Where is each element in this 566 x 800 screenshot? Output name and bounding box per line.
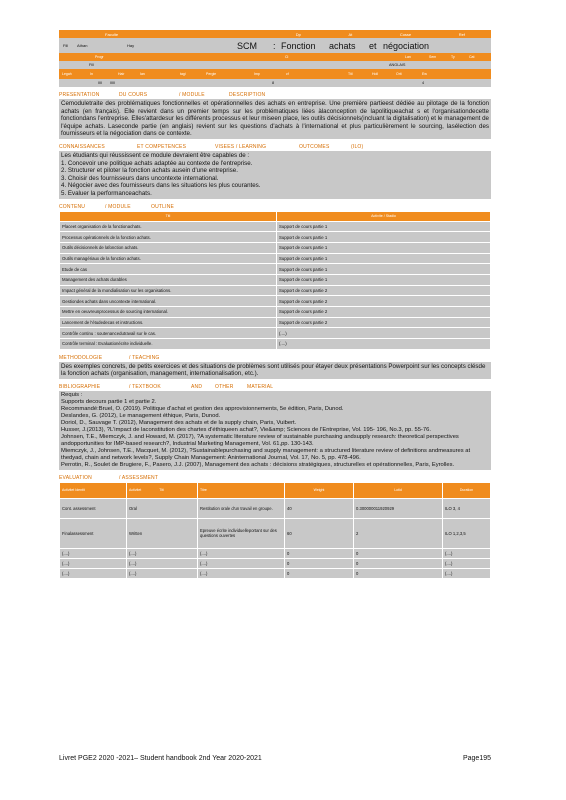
column-header: Lotid bbox=[354, 482, 443, 498]
header-value: 4 bbox=[422, 81, 425, 85]
table-cell: Processus opérationnels de la fonction achats. bbox=[60, 232, 277, 243]
title-part: (ILO) bbox=[351, 143, 364, 150]
page-footer bbox=[59, 755, 491, 762]
header-label: Imp bbox=[254, 72, 260, 76]
header-label: Orit bbox=[396, 72, 402, 76]
section-title-evaluation bbox=[59, 474, 491, 482]
bibliography-line: Husser, J.(2013), ?L'impact de laconstitution des chartes d'éthiqueen achat?, Vie&amp; Sciences de l'Entreprise, Vol. 195- 196, No.3, pp. 55-76. bbox=[61, 426, 431, 433]
section-title-methodologie bbox=[59, 354, 491, 362]
outcome-item: 4. Négocier avec des fournisseurs dans les situations les plus courantes. bbox=[61, 182, 261, 190]
header-value: Fill bbox=[89, 63, 94, 67]
table-cell: 0 bbox=[354, 558, 443, 568]
course-separator: : bbox=[273, 40, 276, 51]
title-part: ET COMPETENCES bbox=[137, 143, 187, 150]
bibliography-line: Supports decours partie 1 et partie 2. bbox=[61, 398, 157, 405]
table-cell: (....) bbox=[198, 548, 285, 558]
title-part: AND bbox=[191, 383, 203, 390]
course-title-part: et bbox=[369, 40, 377, 51]
table-cell: Management des achats durables bbox=[60, 274, 277, 285]
table-cell: (....) bbox=[443, 548, 491, 558]
title-part: VISEES / LEARNING bbox=[215, 143, 267, 150]
bibliography bbox=[59, 391, 491, 470]
table-cell: Epreuve écrite individuelleportant sur des questions ouvertes bbox=[198, 518, 285, 548]
header-label: cf bbox=[286, 72, 289, 76]
language-value: ANGLAIS bbox=[389, 63, 406, 67]
table-cell: 60 bbox=[285, 518, 354, 548]
assessment-table bbox=[59, 482, 491, 579]
table-cell: Support de cours partie 1 bbox=[277, 242, 491, 253]
table-cell: Support de cours partie 2 bbox=[277, 317, 491, 328]
table-cell: Mettre en oeuvreunprocessus de sourcing international. bbox=[60, 307, 277, 318]
column-header: Activite / Stadio bbox=[277, 211, 491, 221]
section-title-presentation bbox=[59, 91, 491, 99]
header-label: Cl bbox=[285, 55, 289, 59]
table-cell: Written bbox=[127, 518, 198, 548]
table-cell: 2 bbox=[354, 518, 443, 548]
table-cell: Support de cours partie 1 bbox=[277, 221, 491, 232]
table-cell: Etude de cas bbox=[60, 264, 277, 275]
section-title-contenu bbox=[59, 203, 491, 211]
course-title-row bbox=[59, 38, 491, 53]
methodology-text: Des exemples concrets, de petits exercices et des situations de problèmes sont utilisés pour étayer deux présentations Powerpoint sur les concepts clésde la fonction achats (organisation, management, internationalisation, etc.). bbox=[59, 362, 491, 379]
table-row bbox=[60, 232, 491, 243]
column-header: Titl bbox=[60, 211, 277, 221]
header-label: Dp bbox=[295, 31, 301, 37]
table-cell: Oral bbox=[127, 498, 198, 518]
header-label: Legah bbox=[62, 72, 72, 76]
course-title-part: Fonction bbox=[281, 40, 316, 51]
title-part: CONTENU bbox=[59, 203, 86, 210]
table-cell: Outils décisionnels de lafonction achats. bbox=[60, 242, 277, 253]
table-cell: ILO 3, 4 bbox=[443, 498, 491, 518]
title-part: EVALUATION bbox=[59, 474, 92, 481]
table-header-row bbox=[60, 482, 491, 498]
bibliography-line: Johnsen, T.E., Miemczyk, J. and Howard, M. (2017), ?A systematic literature review of sustainable purchasing andsupply research: theoretical perspectives andopportunities for IMP-based research?, Industrial Marketing Management, Vol. 61,pp. 130-143. bbox=[61, 433, 459, 447]
table-cell: (....) bbox=[198, 558, 285, 568]
header-value: Athan bbox=[77, 43, 88, 48]
program-values-row bbox=[59, 61, 491, 69]
table-cell: Finalassessment bbox=[60, 518, 127, 548]
title-part: MATERIAL bbox=[247, 383, 274, 390]
column-header bbox=[127, 482, 198, 498]
table-row bbox=[60, 221, 491, 232]
bibliography-line: Deslandes, G. (2012), Le management éthique, Paris, Dunod. bbox=[61, 412, 221, 419]
title-part: CONNAISSANCES bbox=[59, 143, 105, 150]
header-value: Hay bbox=[127, 43, 135, 48]
column-header: Duration bbox=[443, 482, 491, 498]
header-part: Titi bbox=[159, 488, 164, 493]
header-label: Ref bbox=[458, 31, 465, 37]
table-row bbox=[60, 568, 491, 578]
table-cell: Contrôle continu : soutenancedutravail sur le cas. bbox=[60, 328, 277, 339]
bibliography-line: Doriol, D., Sauvage T. (2012), Management des achats et de la supply chain, Paris, Vuibert. bbox=[61, 419, 297, 426]
hours-values-row bbox=[59, 79, 491, 87]
hours-labels-row bbox=[59, 69, 491, 79]
table-cell: Impact général de la mondialisation sur les organisations. bbox=[60, 285, 277, 296]
table-cell: Support de cours partie 2 bbox=[277, 296, 491, 307]
table-cell: (....) bbox=[443, 568, 491, 578]
title-part: / TEXTBOOK bbox=[129, 383, 161, 390]
table-cell: (....) bbox=[277, 328, 491, 339]
header-labels-row bbox=[59, 30, 491, 38]
table-cell: (....) bbox=[127, 568, 198, 578]
outcome-item: 2. Structurer et piloter la fonction achats ausein d'une entreprise. bbox=[61, 167, 238, 175]
section-title-competences bbox=[59, 143, 491, 151]
table-row bbox=[60, 274, 491, 285]
table-row bbox=[60, 339, 491, 350]
header-label: Ty bbox=[451, 55, 455, 59]
header-label: Hair bbox=[118, 72, 125, 76]
table-cell: ILO 1,2,3,5 bbox=[443, 518, 491, 548]
table-cell: Support de cours partie 2 bbox=[277, 307, 491, 318]
header-label: Titl bbox=[348, 72, 353, 76]
title-part: / MODULE bbox=[105, 203, 131, 210]
title-part: BIBLIOGRAPHIE bbox=[59, 383, 101, 390]
title-part: DESCRIPTION bbox=[229, 92, 266, 98]
presentation-text: Cemoduletraite des problématiques fonctionnelles et opérationnelles des achats en entreprise. Une première partieest dédiée au pilotage de la fonction achats (en français). Elle revient dans un premier temps sur les problématiques liées àlaconception de lapolitiqueachat s et l'organisationdecette fonctiondans l'entreprise. Elles'attardesur les différents processus et leur miseen place, les outils décisionnels(incluant la digitalisation) et le management de l'équipe achats. Laseconde partie (en anglais) revient sur les questions d'achats à l'international et plus particulièrement le sourcing, lasélection des fournisseurs et la négociation dans ce contexte. bbox=[61, 100, 489, 138]
table-cell: Support de cours partie 1 bbox=[277, 274, 491, 285]
course-code: SCM bbox=[237, 40, 257, 51]
header-label: Progr bbox=[95, 55, 104, 59]
outcome-item: 5. Evaluer la performanceachats. bbox=[61, 189, 152, 197]
table-cell: Restitution orale d'un travail en groupe. bbox=[198, 498, 285, 518]
table-row bbox=[60, 307, 491, 318]
header-value: IIIII bbox=[110, 81, 116, 85]
table-row bbox=[60, 285, 491, 296]
title-part: DU COURS bbox=[119, 92, 148, 98]
table-row bbox=[60, 296, 491, 307]
bibliography-line: Miemczyk, J., Johnsen, T.E., Macquet, M. (2012), ?Sustainablepurchasing and supply management: a structured literature review of definitions andmeasures at thedyad, chain and network levels?, Supply Chain Management: Aninternational Journal, Vol. 17, No. 5, pp. 478-496. bbox=[61, 447, 471, 461]
title-part: / ASSESSMENT bbox=[119, 474, 159, 481]
table-row bbox=[60, 264, 491, 275]
table-row bbox=[60, 498, 491, 518]
table-cell: (....) bbox=[127, 558, 198, 568]
table-cell: Gestiondes achats dans uncontexte international. bbox=[60, 296, 277, 307]
table-cell: (....) bbox=[60, 558, 127, 568]
table-cell: 40 bbox=[285, 498, 354, 518]
table-cell: Support de cours partie 1 bbox=[277, 264, 491, 275]
bibliography-line: Recommandé:Bruel, O. (2019). Politique d'achat et gestion des approvisionnements, 5e édition, Paris, Dunod. bbox=[61, 405, 344, 412]
table-cell: (....) bbox=[277, 339, 491, 350]
outcomes-intro: Les étudiants qui réussissent ce module devraient être capables de : bbox=[61, 151, 250, 159]
table-row bbox=[60, 242, 491, 253]
table-cell: Placeet organisation de la fonctionachats. bbox=[60, 221, 277, 232]
header-label: At bbox=[348, 31, 353, 37]
table-row bbox=[60, 548, 491, 558]
course-sheet bbox=[59, 30, 491, 579]
bibliography-line: Requis : bbox=[61, 391, 83, 398]
page-number: Page195 bbox=[462, 755, 491, 762]
table-cell: Support de cours partie 2 bbox=[277, 285, 491, 296]
header-label: Cat bbox=[469, 55, 475, 59]
header-value: IIII bbox=[98, 81, 103, 85]
header-value: Fill bbox=[63, 43, 69, 48]
column-header: Weight bbox=[285, 482, 354, 498]
table-cell: (....) bbox=[198, 568, 285, 578]
course-title-part: achats bbox=[329, 40, 356, 51]
table-cell: Support de cours partie 1 bbox=[277, 232, 491, 243]
header-label: Holl bbox=[372, 72, 379, 76]
table-row bbox=[60, 328, 491, 339]
title-part: OTHER bbox=[215, 383, 234, 390]
outline-table bbox=[59, 211, 491, 350]
outcome-item: 3. Choisir des fournisseurs dans uncontexte international. bbox=[61, 174, 219, 182]
table-cell: Contrôle terminal : Evaluationécrite individuelle. bbox=[60, 339, 277, 350]
learning-outcomes bbox=[59, 151, 491, 199]
table-cell: (....) bbox=[60, 548, 127, 558]
header-label: Sem bbox=[429, 55, 437, 59]
table-cell: (....) bbox=[127, 548, 198, 558]
table-cell: (....) bbox=[443, 558, 491, 568]
table-cell: 0 bbox=[354, 548, 443, 558]
header-label: Faculte bbox=[105, 31, 119, 37]
outcome-item: 1. Concevoir une politique achats adaptée au contexte de l'entreprise. bbox=[61, 159, 253, 167]
header-label: Cosse bbox=[399, 31, 412, 37]
table-row bbox=[60, 518, 491, 548]
title-part: PRESENTATION bbox=[59, 92, 100, 98]
title-part: OUTCOMES bbox=[299, 143, 330, 150]
header-label: Pergie bbox=[206, 72, 217, 76]
table-cell: 0 bbox=[285, 548, 354, 558]
header-label: Lan bbox=[405, 55, 411, 59]
section-title-bibliographie bbox=[59, 383, 491, 391]
header-label: Ian bbox=[140, 72, 145, 76]
header-value: 8 bbox=[272, 81, 275, 85]
title-part: / MODULE bbox=[179, 92, 205, 98]
header-label: tagi bbox=[180, 72, 186, 76]
course-title-part: négociation bbox=[383, 40, 430, 51]
table-row bbox=[60, 253, 491, 264]
table-row bbox=[60, 558, 491, 568]
header-part: Activitet bbox=[129, 488, 142, 493]
header-label: Ew bbox=[422, 72, 427, 76]
table-cell: 0.300000011920929 bbox=[354, 498, 443, 518]
title-part: OUTLINE bbox=[151, 203, 175, 210]
table-cell: Lancement de l'étudedecas et instructions. bbox=[60, 317, 277, 328]
table-row bbox=[60, 317, 491, 328]
table-cell: (....) bbox=[60, 568, 127, 578]
column-header: Titre bbox=[198, 482, 285, 498]
table-cell: 0 bbox=[285, 558, 354, 568]
bibliography-line: Perrotin, R., Soulet de Brugiere, F., Pasero, J.J. (2007), Management des achats : décisions stratégiques, structurelles et opérationnelles, Paris, Eyrolles. bbox=[61, 461, 455, 468]
table-cell: 0 bbox=[354, 568, 443, 578]
column-header: Activitet Identit bbox=[60, 482, 127, 498]
title-part: / TEACHING bbox=[129, 354, 160, 361]
table-cell: Cont. assessment bbox=[60, 498, 127, 518]
program-labels-row bbox=[59, 53, 491, 61]
table-header-row bbox=[60, 211, 491, 221]
footer-handbook-title: Livret PGE2 2020 -2021– Student handbook 2nd Year 2020-2021 bbox=[59, 755, 262, 762]
table-cell: Support de cours partie 1 bbox=[277, 253, 491, 264]
table-cell: 0 bbox=[285, 568, 354, 578]
table-cell: Outils managériaux de la fonction achats. bbox=[60, 253, 277, 264]
header-label: In bbox=[90, 72, 93, 76]
title-part: METHODOLOGIE bbox=[59, 354, 103, 361]
